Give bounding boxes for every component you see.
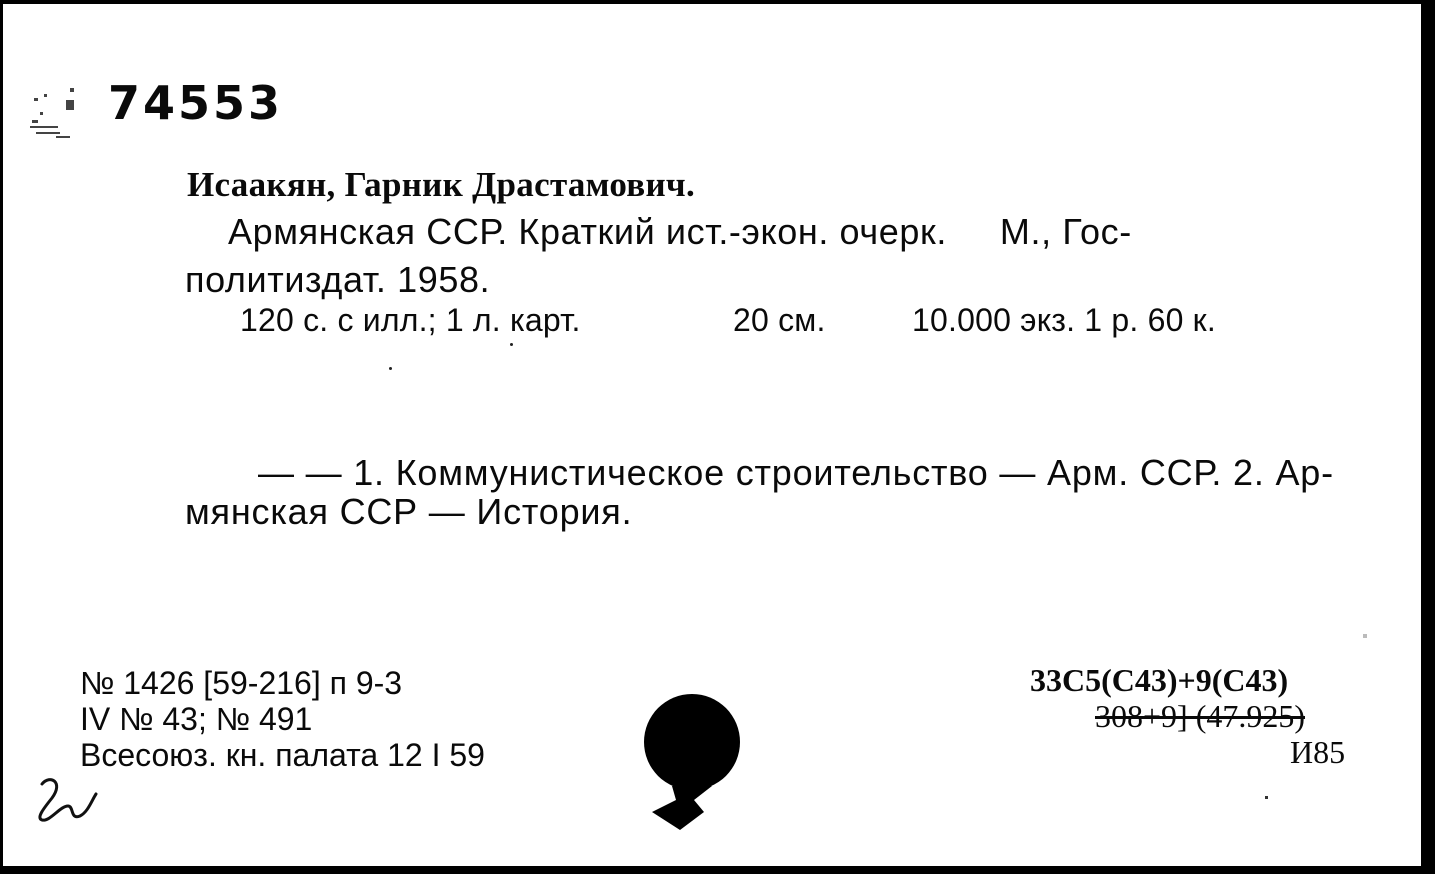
collation-size: 20 см. <box>733 302 826 338</box>
stamp-smudge <box>0 0 100 160</box>
inventory-number: 74553 <box>108 76 284 130</box>
author-heading: Исаакян, Гарник Драстамович. <box>187 165 696 204</box>
subject-headings-line-1: — — 1. Коммунистическое строительство — Арм. ССР. 2. Ар- <box>258 452 1334 493</box>
speck <box>510 343 513 346</box>
author-mark: И85 <box>1290 734 1346 770</box>
title-line-1: Армянская ССР. Краткий ист.-экон. очерк. М., Гос- <box>228 211 1132 252</box>
classification-line-1: 33С5(С43)+9(С43) <box>1030 662 1289 698</box>
registry-line-3: Всесоюз. кн. палата 12 I 59 <box>80 737 485 773</box>
scan-border-right <box>1421 0 1435 874</box>
registry-line-1: № 1426 [59-216] п 9-3 <box>80 665 403 701</box>
collation-pages: 120 с. с илл.; 1 л. карт. <box>240 302 581 338</box>
collation-print-run: 10.000 экз. 1 р. 60 к. <box>912 302 1216 338</box>
scan-border-top <box>0 0 1435 4</box>
title-line-2: политиздат. 1958. <box>185 259 491 300</box>
collation-line <box>240 302 1216 464</box>
classification-line-2: 308+9] (47.925) <box>1095 698 1306 734</box>
subject-headings-line-2: мянская ССР — История. <box>185 491 633 532</box>
scan-border-bottom <box>0 866 1435 874</box>
speck <box>389 367 392 370</box>
registry-line-2: IV № 43; № 491 <box>80 701 313 737</box>
handwritten-mark <box>30 776 100 826</box>
